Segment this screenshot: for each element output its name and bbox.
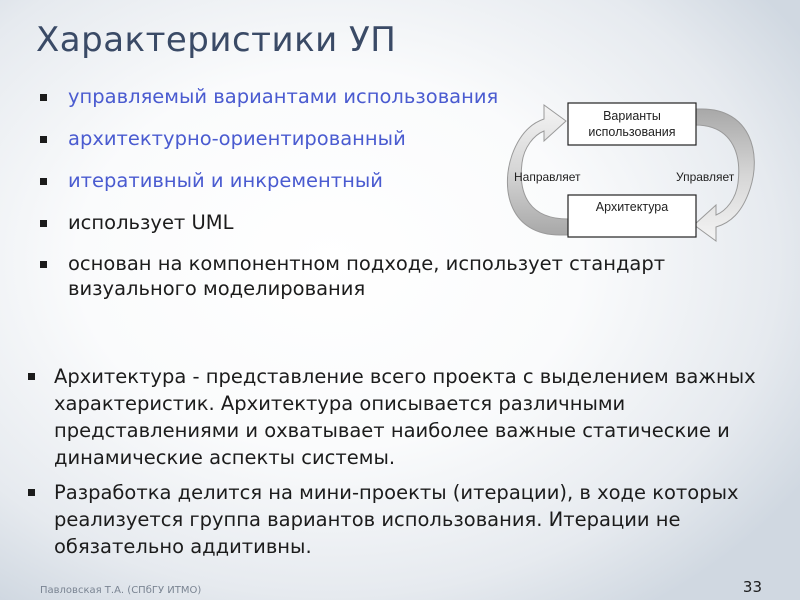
- square-bullet-icon: [40, 94, 47, 101]
- bullet-text: Архитектура - представление всего проекта с выделением важных характеристик. Архитектура описывается различными представлениями и охватывает наиболее важные статические и динамические аспекты системы.: [54, 365, 756, 469]
- use-cases-label-line2: использования: [588, 125, 676, 139]
- architecture-label: Архитектура: [595, 200, 669, 214]
- bullet-text: архитектурно-ориентированный: [68, 127, 406, 150]
- bottom-bullet-list: [26, 363, 766, 560]
- square-bullet-icon: [40, 136, 47, 143]
- slide-title: Характеристики УП: [36, 20, 397, 60]
- bullet-text: управляемый вариантами использования: [68, 85, 499, 108]
- bullet-item: [38, 251, 738, 301]
- directs-label: Направляет: [514, 170, 581, 184]
- square-bullet-icon: [28, 489, 35, 496]
- manages-label: Управляет: [676, 170, 735, 184]
- bullet-item: [26, 479, 766, 560]
- page-number: 33: [742, 578, 762, 596]
- bullet-text: итеративный и инкрементный: [68, 169, 383, 192]
- bullet-text: основан на компонентном подходе, использует стандарт визуального моделирования: [68, 252, 666, 300]
- square-bullet-icon: [28, 373, 35, 380]
- cycle-diagram: [500, 95, 760, 255]
- bullet-text: использует UML: [68, 211, 234, 234]
- square-bullet-icon: [40, 220, 47, 227]
- bullet-item: [26, 363, 766, 471]
- square-bullet-icon: [40, 261, 47, 268]
- square-bullet-icon: [40, 178, 47, 185]
- bullet-text: Разработка делится на мини-проекты (итерации), в ходе которых реализуется группа вариантов использования. Итерации не обязательно аддитивны.: [54, 481, 739, 558]
- use-cases-label-line1: Варианты: [603, 109, 661, 123]
- footer-author: Павловская Т.А. (СПбГУ ИТМО): [40, 585, 202, 596]
